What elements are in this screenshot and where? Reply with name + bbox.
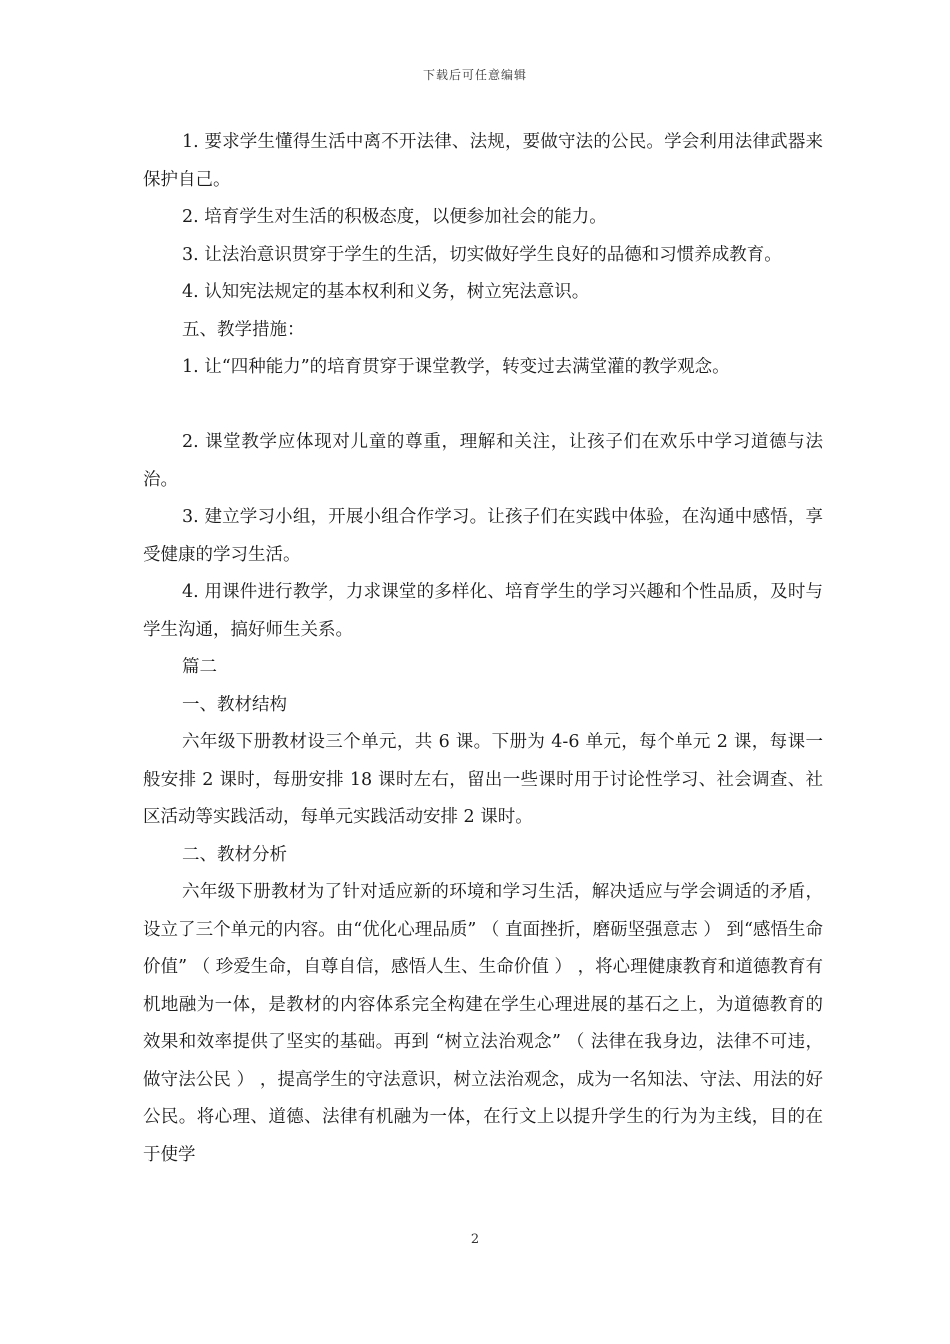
- paragraph-goal-1: 1. 要求学生懂得生活中离不开法律、法规，要做守法的公民。学会利用法律武器来保护自己。: [143, 132, 823, 190]
- paragraph-goal-2: 2. 培育学生对生活的积极态度，以便参加社会的能力。: [182, 207, 607, 227]
- paragraph-textbook-analysis: 六年级下册教材为了针对适应新的环境和学习生活，解决适应与学会调适的矛盾，设立了三个单元的内容。由“优化心理品质” （ 直面挫折，磨砺坚强意志 ） 到“感悟生命价值” （ 珍爱生命，自尊自信，感悟人生、生命价值 ） ，将心理健康教育和道德教育有机地融为一体，是教材的内容体系完全构建在学生心理进展的基石之上，为道德教育的效果和效率提供了坚实的基础。再到 “树立法治观念” （ 法律在我身边，法律不可违，做守法公民 ） ，提高学生的守法意识，树立法治观念，成为一名知法、守法、用法的好公民。将心理、道德、法律有机融为一体，在行文上以提升学生的行为为主线，目的在于使学: [143, 882, 823, 1165]
- paragraph-goal-4: 4. 认知宪法规定的基本权利和义务，树立宪法意识。: [182, 282, 590, 302]
- page-number: 2: [470, 1232, 480, 1247]
- part-heading-two: 篇二: [182, 657, 217, 677]
- paragraph-goal-3: 3. 让法治意识贯穿于学生的生活，切实做好学生良好的品德和习惯养成教育。: [182, 244, 782, 265]
- paragraph-measure-4: 4. 用课件进行教学，力求课堂的多样化、培育学生的学习兴趣和个性品质，及时与学生沟通，搞好师生关系。: [143, 582, 823, 640]
- section-heading-textbook-analysis: 二、教材分析: [182, 844, 287, 865]
- page-header: 下载后可任意编辑: [422, 68, 527, 82]
- section-heading-textbook-structure: 一、教材结构: [182, 694, 287, 715]
- paragraph-measure-1: 1. 让“四种能力”的培育贯穿于课堂教学，转变过去满堂灌的教学观念。: [182, 357, 730, 377]
- paragraph-textbook-structure: 六年级下册教材设三个单元，共 6 课。下册为 4-6 单元，每个单元 2 课，每课一般安排 2 课时，每册安排 18 课时左右，留出一些课时用于讨论性学习、社会调查、社区活动等实践活动，每单元实践活动安排 2 课时。: [143, 732, 823, 827]
- document-body: [143, 124, 823, 1174]
- paragraph-measure-3: 3. 建立学习小组，开展小组合作学习。让孩子们在实践中体验，在沟通中感悟，享受健康的学习生活。: [143, 507, 823, 565]
- section-heading-teaching-measures: 五、教学措施：: [182, 319, 305, 340]
- blank-line: [143, 387, 823, 425]
- paragraph-measure-2: 2. 课堂教学应体现对儿童的尊重，理解和关注，让孩子们在欢乐中学习道德与法治。: [143, 432, 823, 490]
